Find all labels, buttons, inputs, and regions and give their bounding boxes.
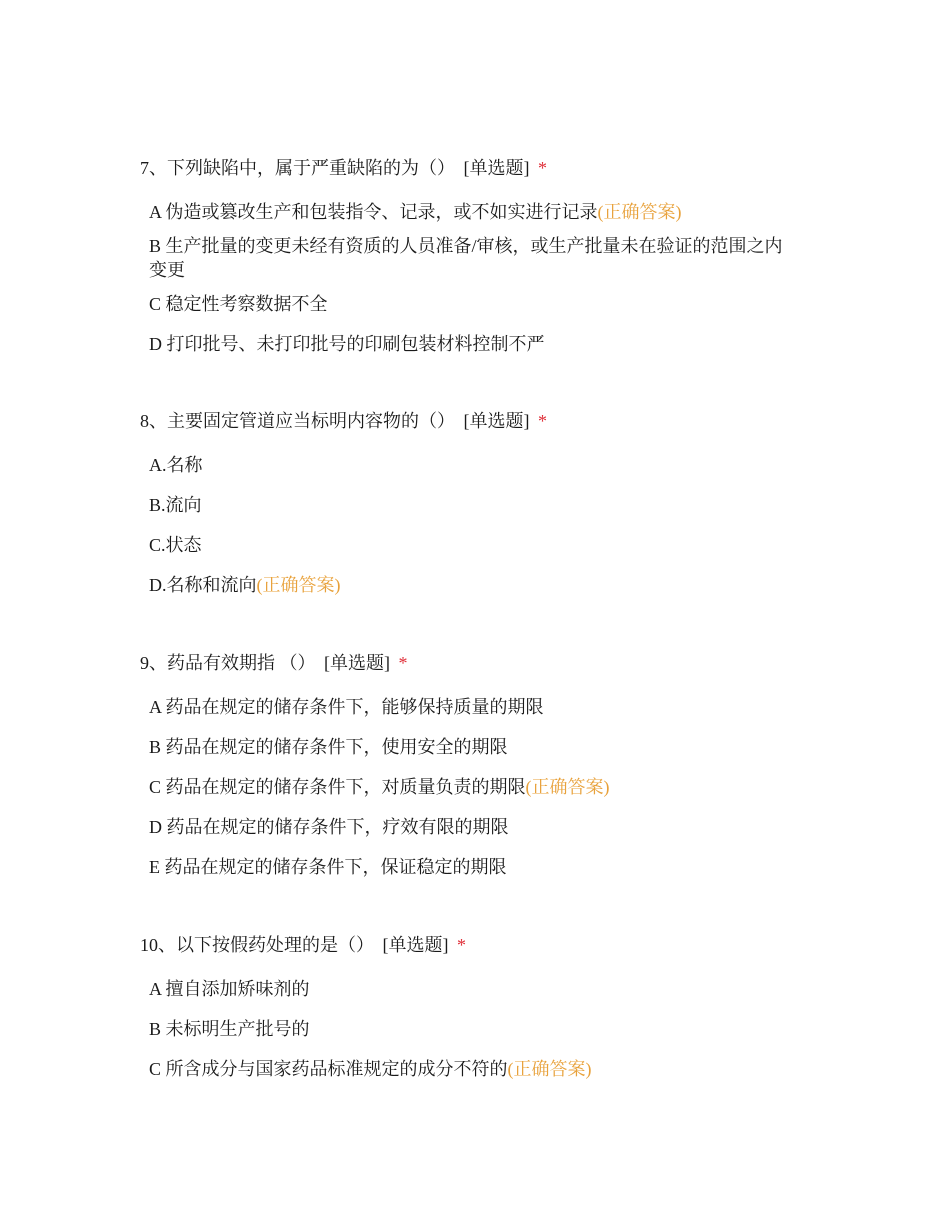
question-text: 10、以下按假药处理的是（） bbox=[140, 935, 374, 955]
question-type-label: [单选题] bbox=[463, 411, 530, 431]
option-b bbox=[149, 493, 800, 517]
option-text: D 药品在规定的储存条件下，疗效有限的期限 bbox=[149, 817, 509, 837]
option-text: D.名称和流向 bbox=[149, 575, 257, 595]
option-a bbox=[149, 977, 800, 1001]
option-text: C 稳定性考察数据不全 bbox=[149, 294, 328, 314]
correct-answer-tag: (正确答案) bbox=[597, 202, 682, 222]
required-marker: * bbox=[538, 158, 547, 178]
option-e bbox=[149, 855, 800, 879]
option-text: B 生产批量的变更未经有资质的人员准备/审核，或生产批量未在验证的范围之内变更 bbox=[149, 236, 783, 280]
option-text: A 伪造或篡改生产和包装指令、记录，或不如实进行记录 bbox=[149, 202, 598, 222]
correct-answer-tag: (正确答案) bbox=[507, 1059, 592, 1079]
option-text: B 药品在规定的储存条件下，使用安全的期限 bbox=[149, 737, 508, 757]
option-c bbox=[149, 1057, 800, 1081]
question-10 bbox=[140, 933, 800, 1097]
correct-answer-tag: (正确答案) bbox=[256, 575, 341, 595]
question-text: 8、主要固定管道应当标明内容物的（） bbox=[140, 411, 455, 431]
question-text: 9、药品有效期指 （） bbox=[140, 653, 316, 673]
option-text: A.名称 bbox=[149, 455, 203, 475]
option-c bbox=[149, 292, 800, 316]
option-text: E 药品在规定的储存条件下，保证稳定的期限 bbox=[149, 857, 507, 877]
question-type-label: [单选题] bbox=[324, 653, 390, 673]
correct-answer-tag: (正确答案) bbox=[525, 777, 610, 797]
option-text: A 药品在规定的储存条件下，能够保持质量的期限 bbox=[149, 697, 544, 717]
option-b bbox=[149, 1017, 800, 1041]
option-c bbox=[149, 775, 800, 799]
option-b bbox=[149, 735, 800, 759]
question-title bbox=[140, 409, 800, 433]
options-list bbox=[140, 200, 800, 356]
option-c bbox=[149, 533, 800, 557]
question-type-label: [单选题] bbox=[463, 158, 530, 178]
option-text: C.状态 bbox=[149, 535, 202, 555]
required-marker: * bbox=[538, 411, 547, 431]
options-list bbox=[140, 695, 800, 879]
option-text: C 所含成分与国家药品标准规定的成分不符的 bbox=[149, 1059, 508, 1079]
required-marker: * bbox=[457, 935, 466, 955]
option-text: A 擅自添加矫味剂的 bbox=[149, 979, 310, 999]
option-text: C 药品在规定的储存条件下，对质量负责的期限 bbox=[149, 777, 526, 797]
option-a bbox=[149, 695, 800, 719]
option-b bbox=[149, 234, 800, 282]
required-marker: * bbox=[398, 653, 408, 673]
options-list bbox=[140, 453, 800, 597]
question-title bbox=[140, 651, 800, 675]
options-list bbox=[140, 977, 800, 1081]
option-text: B 未标明生产批号的 bbox=[149, 1019, 310, 1039]
question-9 bbox=[140, 651, 800, 895]
question-7 bbox=[140, 156, 800, 364]
option-text: D 打印批号、未打印批号的印刷包装材料控制不严 bbox=[149, 334, 545, 354]
question-title bbox=[140, 156, 800, 180]
question-type-label: [单选题] bbox=[382, 935, 449, 955]
option-d bbox=[149, 332, 800, 356]
option-d bbox=[149, 573, 800, 597]
option-a bbox=[149, 200, 800, 224]
question-8 bbox=[140, 409, 800, 613]
option-a bbox=[149, 453, 800, 477]
question-title bbox=[140, 933, 800, 957]
option-d bbox=[149, 815, 800, 839]
option-text: B.流向 bbox=[149, 495, 202, 515]
question-text: 7、下列缺陷中，属于严重缺陷的为（） bbox=[140, 158, 455, 178]
